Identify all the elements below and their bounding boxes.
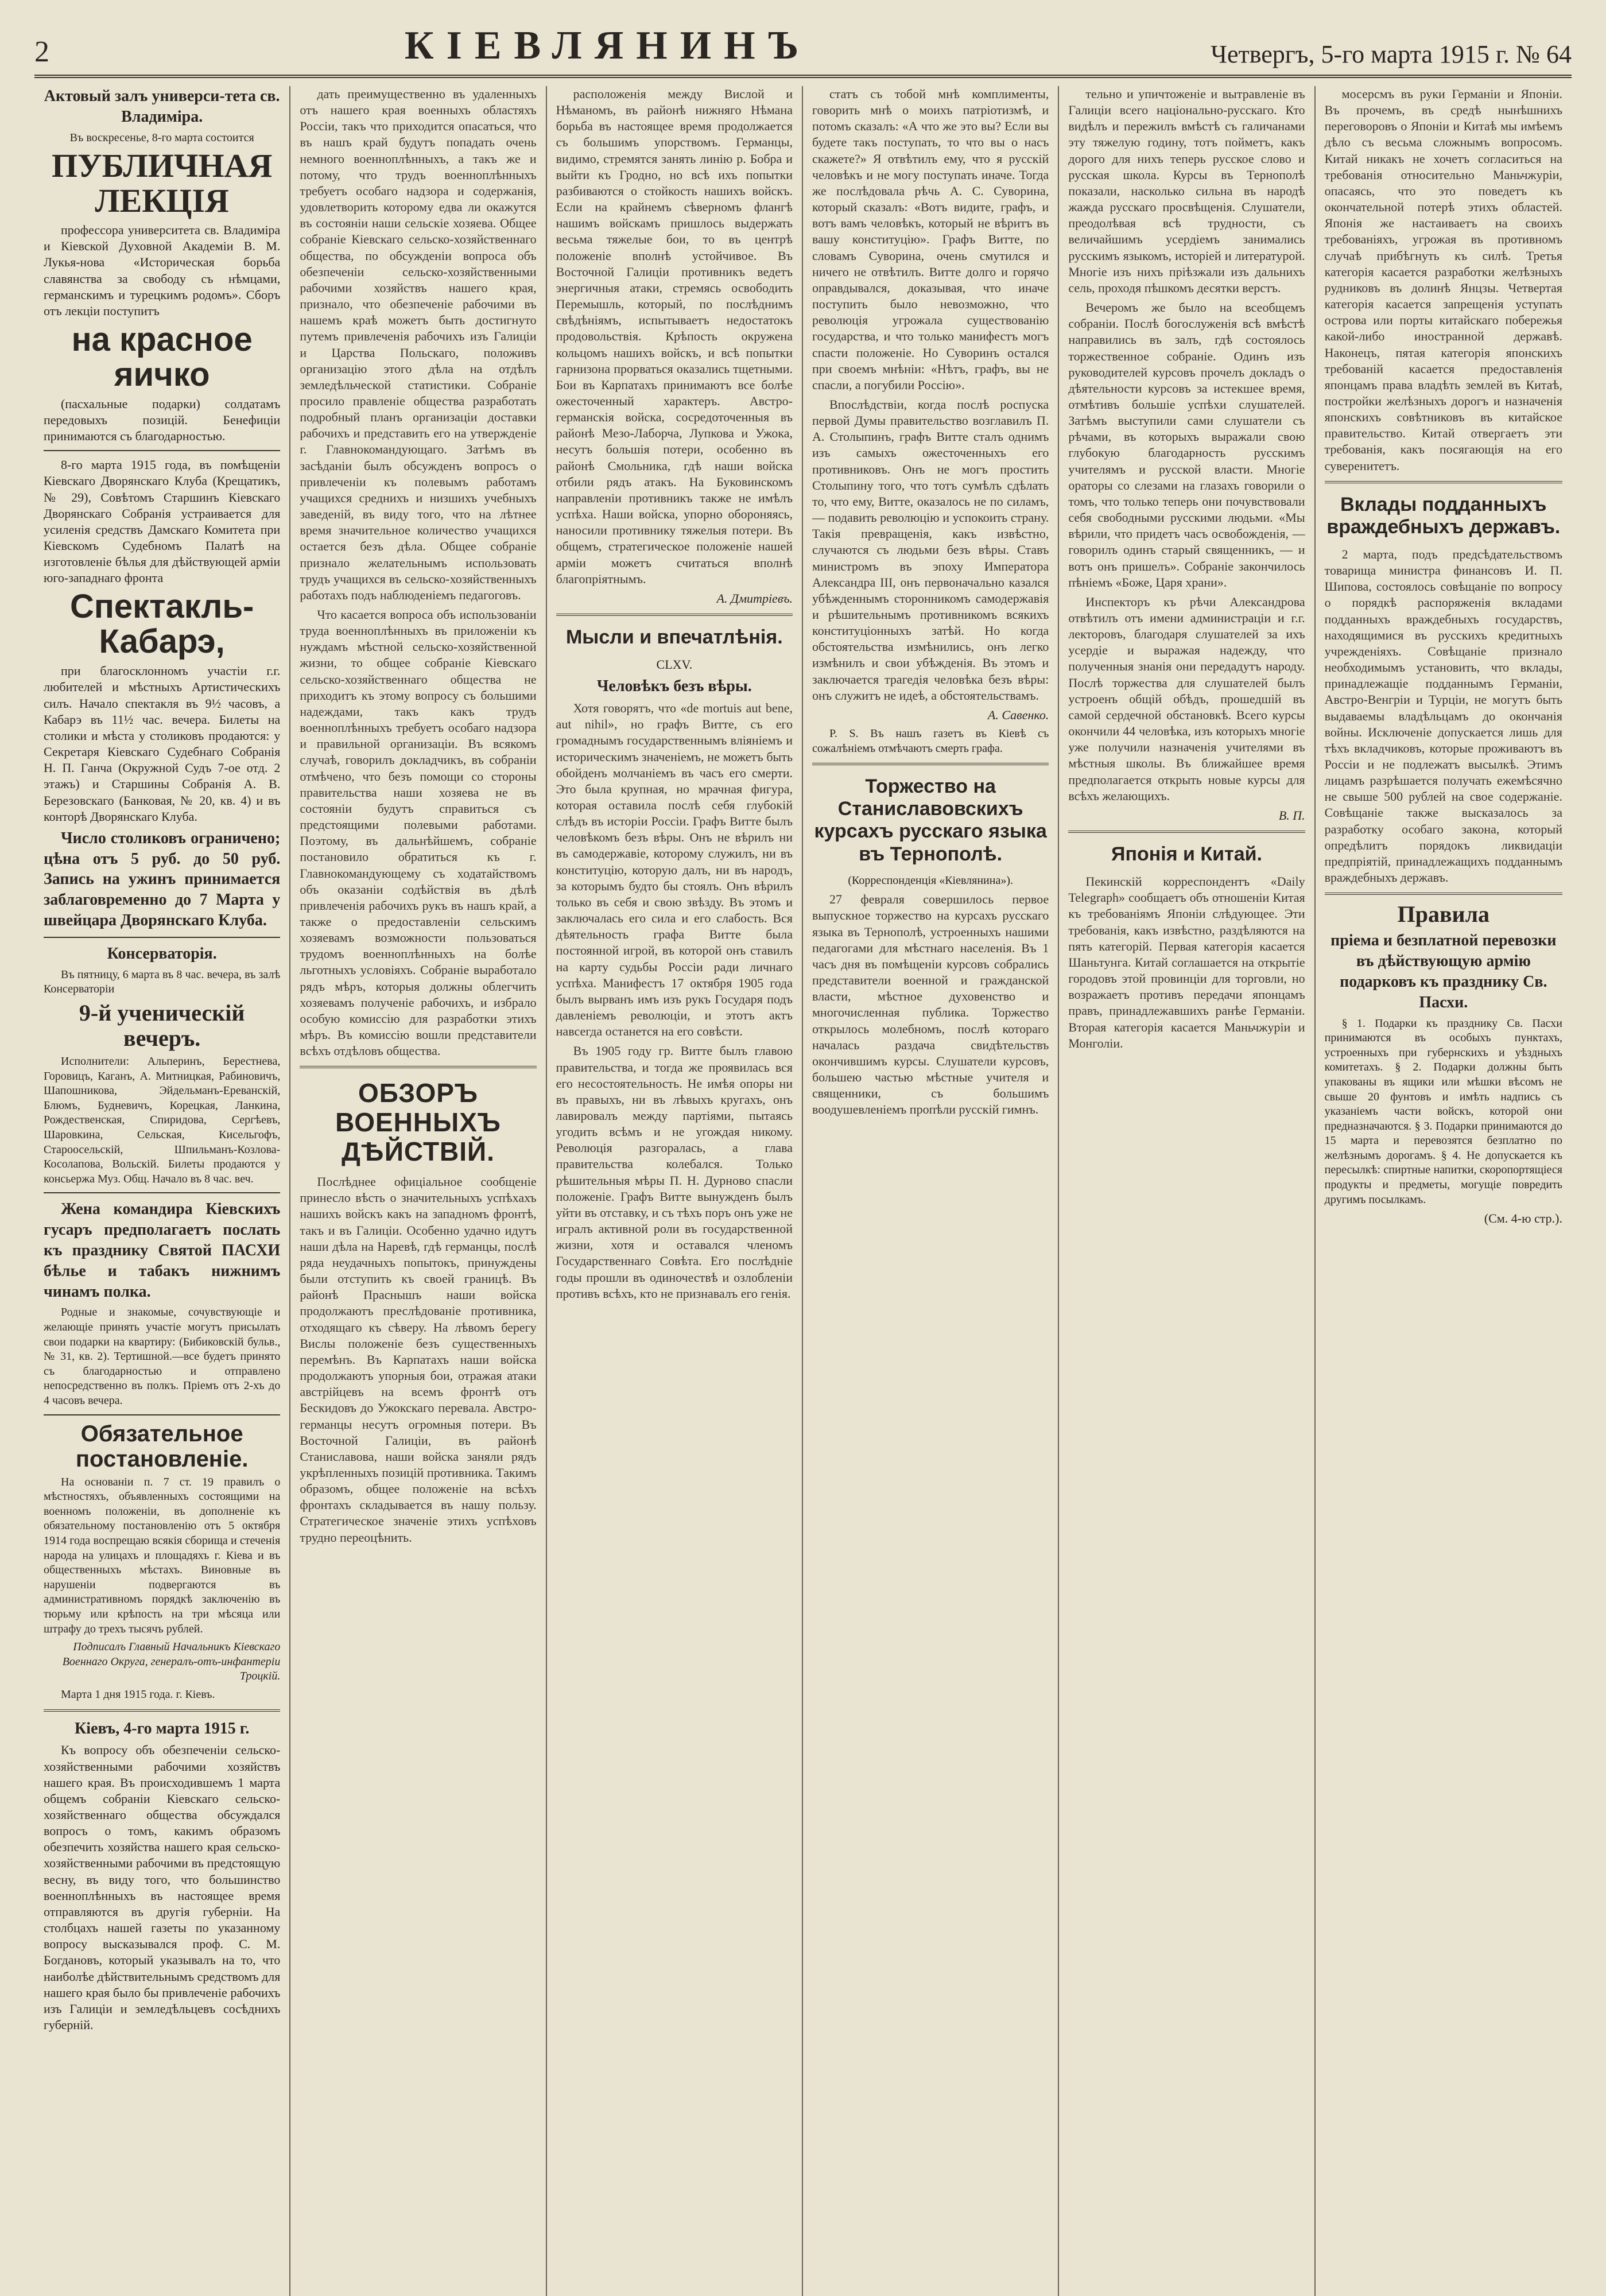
conservatory-heading: Консерваторія. <box>107 944 217 963</box>
article-text: дать преимущественно въ удаленныхъ отъ нашего края военныхъ областяхъ Россіи, такъ что приходится опасаться, что въ нашъ край будутъ попадать очень немного военноплѣнныхъ, а такъ же и потому, что трудъ военноплѣнныхъ требуетъ особаго надзора и содержанія, удовлетворить которому едва ли окажутся въ состояніи наши сельскіе хозяева. Общее собраніе Кіевскаго сельско-хозяйственнаго общества, по обсужденіи вопроса объ обезпеченіи сельско-хозяйственными рабочими хозяйствъ нашего края, признало, что обезпеченіе рабочими въ нашемъ краѣ можетъ быть достигнуто путемъ привлеченія рабочихъ изъ Галиціи и Царства Польскаго, положивъ организацію этого дѣла на отдѣлъ земледѣльческой статистики. Собраніе просило правленіе общества разработать подробный планъ организаціи доставки рабочихъ и представить его на утвержденіе г. Главнокомандующаго. Затѣмъ въ засѣданіи былъ обсужденъ вопросъ о привлеченіи къ полевымъ работамъ учащихся среднихъ и низшихъ учебныхъ заведеній, въ виду того, что на лѣтнее время значительное количество учащихся остается безъ дѣла. Общее собраніе признало желательнымъ использовать трудъ учащихся въ сельско-хозяйственныхъ работахъ подъ наблюденіемъ педагоговъ. <box>300 87 537 602</box>
decree-signature: Подписалъ Главный Начальникъ Кіевскаго Военнаго Округа, генералъ-отъ-инфантеріи Троцкій. <box>62 1640 281 1683</box>
divider <box>556 614 793 616</box>
rules-subheading: пріема и безплатной перевозки въ дѣйствующую армію подарковъ къ празднику Св. Пасхи. <box>1330 932 1557 1011</box>
hussars-heading: Жена командира Кіевскихъ гусаръ предполагаетъ послать къ празднику Святой ПАСХИ бѣлье и табакъ нижнимъ чинамъ полка. <box>44 1200 281 1301</box>
ternopol-title: Торжество на Станиславовскихъ курсахъ русскаго языка въ Тернополѣ. <box>814 775 1047 865</box>
article-text: Впослѣдствіи, когда послѣ роспуска первой Думы правительство возглавилъ П. А. Столыпинъ, графъ Витте сталъ однимъ изъ самыхъ ожесточенныхъ его противниковъ. Онъ не могъ простить Столыпину того, что тотъ сумѣлъ сдѣлать то, что ему, Витте, оказалось не по силамъ, — подавить революцію и успокоить страну. Такія превращенія, какъ извѣстно, случаются съ людьми безъ вѣры. Ставъ министромъ въ эпоху Императора Александра III, онъ первоначально казался убѣжденнымъ сторонникомъ самодержавія и рѣшительнымъ противникомъ всякихъ конституціонныхъ затѣй. Но когда обстоятельства измѣнились, онъ легко измѣнилъ и свои убѣжденія. Въ этомъ и заключается трагедія человѣка безъ вѣры: онъ служитъ не идеѣ, а обстоятельствамъ. <box>812 397 1049 703</box>
cabaret-text: при благосклонномъ участіи г.г. любителей и мѣстныхъ Артистическихъ силъ. Начало спектакля въ 9½ часовъ, а Кабарэ въ 11½ час. вечера. Билеты на столики и мѣста у столиковъ продаются: у Секретаря Кіевскаго Судебнаго Собранія Н. П. Ганча (Окружной Судъ 7-ое отд. 2 этажъ) и Старшины Собранія А. В. Березовскаго (Банковая, № 20, кв. 4) и въ конторѣ Дворянскаго Клуба. <box>44 664 281 824</box>
thoughts-title: Мысли и впечатлѣнія. <box>565 626 783 648</box>
lecture-text: профессора университета св. Владиміра и Кіевской Духовной Академіи В. М. Лукья-нова «Историческая борьба славянства за свободу съ нѣмцами, германскимъ и турецкимъ родомъ». Сборъ отъ лекціи поступитъ <box>44 223 281 318</box>
divider <box>1325 893 1562 895</box>
divider <box>1068 831 1305 833</box>
japan-china-heading <box>1068 843 1305 866</box>
thoughts-number: CLXV. <box>656 657 693 672</box>
ternopol-heading <box>812 775 1049 865</box>
concert-text: 8-го марта 1915 года, въ помѣщеніи Кіевскаго Дворянскаго Клуба (Крещатикъ, № 29), Совѣтомъ Старшинъ Кіевскаго Дворянскаго Собранія устраивается для усиленія средствъ Дамскаго Комитета при Кіевскомъ Судебномъ Палатѣ на изготовленіе бѣлья для дѣйствующей арміи юго-западнаго фронта <box>44 457 281 585</box>
war-review-heading <box>300 1079 536 1166</box>
article-text: Послѣднее офиціальное сообщеніе принесло вѣсть о значительныхъ успѣхахъ нашихъ войскъ какъ на западномъ фронтѣ, такъ и въ Галиціи. Особенно удачно идутъ наши дѣла на Наревѣ, гдѣ германцы, послѣ ряда неудачныхъ попытокъ, принуждены были отступить къ своей границѣ. Въ районѣ Праснышъ наши войска продолжаютъ преслѣдованіе противника, отходящаго къ сѣверу. На лѣвомъ берегу Вислы положеніе безъ существенныхъ перемѣнъ. Въ Карпатахъ наши войска продолжаютъ упорныя бои, отражая атаки австрійцевъ на всемъ фронтѣ отъ Бескидовъ до Ужокскаго перевала. Австро-германцы несутъ огромныя потери. Въ Восточной Галиціи, въ районѣ Станиславова, наши войска заняли рядъ укрѣпленныхъ позицій противника. Такимъ образомъ, общее положеніе на всѣхъ фронтахъ складывается въ нашу пользу. Стратегическое значеніе этихъ успѣховъ трудно переоцѣнить. <box>300 1174 537 1545</box>
divider <box>44 937 280 938</box>
article-text: Вечеромъ же было на всеобщемъ собраніи. Послѣ богослуженія всѣ вмѣстѣ направились въ залъ, гдѣ состоялось торжественное собраніе. Одинъ изъ руководителей курсовъ прочелъ докладъ о дѣятельности курсовъ за истекшее время, отмѣтивъ большіе успѣхи слушателей. Затѣмъ выступили сами слушатели съ рѣчами, въ которыхъ выражали свою глубокую благодарность русскимъ учителямъ и русской власти. Многіе ораторы со слезами на глазахъ говорили о томъ, что только теперь они почувствовали себя свободными русскими людьми. «Мы вѣрили, что придетъ часъ освобожденія, — говорилъ одинъ старый священникъ, — и вотъ онъ пришелъ». Собраніе закончилось пѣніемъ «Боже, Царя храни». <box>1068 300 1305 589</box>
article-signature: А. Дмитріевъ. <box>716 591 793 606</box>
postscript: P. S. Въ нашъ газетъ въ Кіевѣ съ сожалѣніемъ отмѣчаютъ смерть графа. <box>812 727 1049 755</box>
decree-text: На основаніи п. 7 ст. 19 правилъ о мѣстностяхъ, объявленныхъ состоящими на военномъ положеніи, въ дополненіе къ обязательному постановленію отъ 5 октября 1914 года воспрещаю всякія сборища и стеченія народа на улицахъ и площадяхъ г. Кіева и въ общественныхъ мѣстахъ. Виновные въ нарушеніи подвергаются въ административномъ порядкѣ заключенію въ тюрьму или крѣпость на три мѣсяца или штрафу до трехъ тысячъ рублей. <box>44 1475 281 1635</box>
article-text: расположенія между Вислой и Нѣманомъ, въ районѣ нижняго Нѣмана борьба въ настоящее время продолжается съ большимъ упорствомъ. Германцы, видимо, стремятся занять линію р. Бобра и выйти къ Гродно, но всѣ ихъ попытки разбиваются о стойкость нашихъ войскъ. Если на крайнемъ сѣверномъ флангѣ нашимъ войскамъ пришлось выдержать весьма тяжелые бои, то въ центрѣ положеніе вполнѣ устойчивое. Въ Восточной Галиціи противникъ ведетъ энергичныя атаки, стремясь освободить Перемышль, который, по послѣднимъ свѣдѣніямъ, испытываетъ недостатокъ продовольствія. Крѣпость окружена кольцомъ нашихъ войскъ, и всѣ попытки гарнизона прорваться оказались тщетными. Бои въ Карпатахъ принимаютъ все болѣе ожесточенный характеръ. Австро-германскія войска, сосредоточенныя въ районѣ Мезо-Лаборча, Лупкова и Ужока, несутъ большія потери, особенно въ районѣ Смольника, гдѣ наши войска отбили рядъ атакъ. На Буковинскомъ направленіи противникъ также не имѣлъ успѣха. Наши войска, упорно обороняясь, наносили противнику тяжелыя потери. Въ общемъ, стратегическое положеніе нашей арміи можетъ считаться вполнѣ благопріятнымъ. <box>556 87 793 586</box>
decree-date: Марта 1 дня 1915 года. г. Кіевъ. <box>61 1688 215 1701</box>
divider <box>44 1192 280 1193</box>
lecture-heading: ПУБЛИЧНАЯ ЛЕКЦІЯ <box>51 147 273 220</box>
column-2 <box>290 86 546 2296</box>
columns <box>34 86 1572 2296</box>
evening-text: Исполнители: Альперинъ, Берестнева, Горовицъ, Каганъ, А. Митницкая, Рабиновичъ, Шапошникова, Эйдельманъ-Ереванскій, Блюмъ, Будневичъ, Корецкая, Ланкина, Рождественская, Спиридова, Сергѣевъ, Шаровкина, Сельская, Кисельгофъ, Староосельскій, Шпильманъ-Козлова-Косолапова, Вольскій. Билеты продаются у консьержа Муз. Общ. Начало въ 8 час. веч. <box>44 1054 281 1185</box>
divider <box>44 450 280 451</box>
rules-heading: Правила <box>1397 901 1490 928</box>
egg-text: (пасхальные подарки) солдатамъ передовыхъ позицій. Бенефиціи принимаются съ благодарностью. <box>44 396 281 444</box>
thoughts-subtitle: Человѣкъ безъ вѣры. <box>596 677 752 696</box>
conservatory-text: Въ пятницу, 6 марта въ 8 час. вечера, въ залѣ Консерваторіи <box>44 968 281 996</box>
article-text: Хотя говорятъ, что «de mortuis aut bene, aut nihil», но графъ Витте, съ его громаднымъ государственнымъ вліяніемъ и историческимъ значеніемъ, не можетъ быть обойденъ молчаніемъ въ часъ его смерти. Это была крупная, но мрачная фигура, которая оставила послѣ себя глубокій слѣдъ въ исторіи Россіи. Графъ Витте былъ человѣкомъ безъ вѣры. Онъ не вѣрилъ ни въ самодержавіе, которому служилъ, ни въ конституцію, которую далъ, ни въ народъ, за которымъ будто бы стоялъ. Онъ вѣрилъ только въ себя и свою звѣзду. Въ этомъ и заключалась его сила и его слабость. Вся дѣятельность графа Витте была постоянной игрой, въ которой онъ ставилъ на карту судьбы Россіи ради личнаго успѣха. Манифестъ 17 октября 1905 года былъ вырванъ имъ изъ рукъ Государя подъ давленіемъ революціи, и этотъ актъ навсегда останется на его совѣсти. <box>556 701 793 1039</box>
newspaper-title: КІЕВЛЯНИНЪ <box>404 24 812 68</box>
deposits-title: Вклады подданныхъ враждебныхъ державъ. <box>1326 493 1561 538</box>
war-review-title: ОБЗОРЪ ВОЕННЫХЪ ДѢЙСТВІЙ. <box>335 1078 501 1166</box>
article-text: Пекинскій корреспондентъ «Daily Telegraph» сообщаетъ объ отношеніи Китая къ требованіямъ Японіи слѣдующее. Эти требованія, какъ извѣстно, раздѣляются на пять категорій. Первая категорія касается Шаньтунга. Китай соглашается на открытіе городовъ этой провинціи для торговли, но возражаетъ противъ передачи японцамъ правъ, принадлежавшихъ ранѣе Германіи. Вторая категорія касается Маньчжуріи и Монголіи. <box>1068 874 1305 1050</box>
column-4 <box>803 86 1059 2296</box>
evening-heading: 9-й ученическій вечеръ. <box>79 999 245 1051</box>
cabaret-heading: Спектакль-Кабарэ, <box>69 588 254 661</box>
correspondence-note: (Корреспонденція «Кіевлянина»). <box>848 874 1013 887</box>
hussars-text: Родные и знакомые, сочувствующіе и желающіе принять участіе могутъ присылать свои подарки на квартиру: (Бибиковскій бульв., № 31, кв. 2). Тертишной.—все будетъ принято съ благодарностью и отправлено непосредственно въ полкъ. Пріемъ отъ 2-хъ до 4 часовъ вечера. <box>44 1306 281 1407</box>
egg-heading: на красное яичко <box>71 320 253 393</box>
article-text: 27 февраля совершилось первое выпускное торжество на курсахъ русскаго языка въ Тернополѣ, устроенныхъ нашими педагогами для мѣстнаго населенія. Въ 1 часъ дня въ помѣщеніи курсовъ собрались представители военной и гражданской власти, мѣстное духовенство и многочисленная публика. Торжество открылось молебномъ, послѣ котораго началась раздача свидѣтельствъ окончившимъ курсы. Слушатели курсовъ, большею частью мѣстные учителя и священники, съ большимъ воодушевленіемъ пропѣли русскій гимнъ. <box>812 892 1049 1117</box>
masthead <box>34 23 1572 78</box>
article-text: Къ вопросу объ обезпеченіи сельско-хозяйственными рабочими хозяйствъ нашего края. Въ происходившемъ 1 марта общемъ собраніи Кіевскаго сельско-хозяйственнаго общества обсуждался вопросъ о томъ, какимъ образомъ обезпечить хозяйства нашего края сельско-хозяйственными рабочими въ предстоящую весну, въ виду того, что большинство военноплѣнныхъ въ настоящее время отправляются въ другія губерніи. На столбцахъ нашей газеты по указанному вопросу высказывался проф. С. М. Богдановъ, который указывалъ на то, что наиболѣе дѣйствительнымъ средствомъ для нашего края было бы привлеченіе рабочихъ изъ Галиціи и земледѣльцевъ сосѣднихъ губерній. <box>44 1743 281 2032</box>
thoughts-heading <box>556 626 793 649</box>
article-text: тельно и упичтоженіе и вытравленіе въ Галиціи всего національно-русскаго. Кто видѣлъ и пережилъ вмѣстѣ съ галичанами эту тяжелую годину, тотъ пойметъ, какъ дорого для нихъ теперь русское слово и русская школа. Курсы въ Тернополѣ показали, насколько сильна въ народѣ жажда русскаго просвѣщенія. Слушатели, преодолѣвая всѣ трудности, съ величайшимъ усердіемъ занимались русскимъ языкомъ, исторіей и литературой. Многіе изъ нихъ пріѣзжали изъ дальнихъ сель, проходя пѣшкомъ десятки верстъ. <box>1068 87 1305 295</box>
issue-date: Четвергъ, 5-го марта 1915 г. № 64 <box>1211 40 1572 68</box>
japan-china-title: Японія и Китай. <box>1111 843 1262 866</box>
hall-subheading: Въ воскресенье, 8-го марта состоится <box>69 131 254 144</box>
article-text: Что касается вопроса объ использованіи труда военноплѣнныхъ въ приложеніи къ нуждамъ мѣстной сельско-хозяйственной жизни, то общее собраніе Кіевскаго сельско-хозяйственнаго общества не приходитъ къ этому вопросу съ большими надеждами, такъ какъ трудъ военноплѣнныхъ требуетъ особаго надзора и правильной организаціи. Въ всякомъ случаѣ, говорилъ докладчикъ, въ собраніи отмѣчено, что безъ помощи со стороны правительства наши хозяева не въ состояніи будутъ справиться съ предстоящими полевыми работами. Поэтому, въ дальнѣйшемъ, собраніе постановило обратиться къ г. Главнокомандующему съ ходатайствомъ объ оказаніи содѣйствія въ дѣлѣ привлеченія рабочихъ рукъ въ нашъ край, а также о предоставленіи сельскимъ хозяевамъ возможности пользоваться трудомъ военноплѣнныхъ на болѣе льготныхъ условіяхъ. Собраніе выработало рядъ мѣръ, которыя должны облегчить хозяевамъ полученіе рабочихъ, и избрало особую комиссію для разработки этихъ мѣръ. Въ комиссію вошли представители всѣхъ отдѣловъ общества. <box>300 607 537 1058</box>
article-signature: В. П. <box>1278 808 1305 823</box>
column-3 <box>547 86 803 2296</box>
article-text: Въ 1905 году гр. Витте былъ главою правительства, и тогда же проявилась вся его несостоятельность. Не имѣя опоры ни въ правыхъ, ни въ лѣвыхъ кругахъ, онъ лавировалъ между партіями, пытаясь угодить всѣмъ и не угождая никому. Революція разгоралась, а глава правительства колебался. Только рѣшительныя мѣры П. Н. Дурново спасли положеніе. Графъ Витте вынужденъ былъ уйти въ отставку, и съ тѣхъ поръ онъ уже не игралъ активной роли въ государственной жизни, хотя и оставался членомъ Государственнаго Совѣта. Его послѣдніе годы прошли въ одиночествѣ и озлобленіи противъ всѣхъ, кто не признавалъ его генія. <box>556 1044 793 1301</box>
article-text: мосерсмъ въ руки Германіи и Японіи. Въ прочемъ, въ средѣ нынѣшнихъ переговоровъ о Японіи и Китаѣ мы имѣемъ дѣло съ весьма сложнымъ вопросомъ. Китай никакъ не хочетъ согласиться на требованія относительно Маньчжуріи, опасаясь, что это поведетъ къ окончательной потерѣ этихъ областей. Японія же настаиваетъ на своихъ требованіяхъ, угрожая въ противномъ случаѣ прибѣгнуть къ силѣ. Третья категорія касается разработки желѣзныхъ рудниковъ въ долинѣ Янцзы. Четвертая категорія касается запрещенія уступать острова или порты китайскаго побережья какой-либо иностранной державѣ. Наконецъ, пятая категорія японскихъ требованій касается предоставленія японцамъ права владѣть землей въ Китаѣ, постройки желѣзныхъ дорогъ и назначенія японскихъ совѣтниковъ въ китайское правительство. Китай отвергаетъ эти требованія, какъ посягающія на его суверенитетъ. <box>1324 87 1562 473</box>
rules-text: § 1. Подарки къ празднику Св. Пасхи принимаются въ особыхъ пунктахъ, устроенныхъ при губернскихъ и уѣздныхъ комитетахъ. § 2. Подарки должны быть упакованы въ ящики или мѣшки вѣсомъ не свыше 20 фунтовъ и имѣть надпись съ указаніемъ части войскъ, которой они предназначаются. § 3. Подарки принимаются до 15 марта и перевозятся безплатно по желѣзнымъ дорогамъ. § 4. Не допускается къ пересылкѣ: спиртные напитки, скоропортящіеся продукты и предметы, могущіе повредить другимъ посылкамъ. <box>1324 1017 1562 1206</box>
divider <box>1325 481 1562 483</box>
column-6 <box>1316 86 1572 2296</box>
tables-note: Число столиковъ ограничено; цѣна отъ 5 руб. до 50 руб. Запись на ужинъ принимается заблаговременно до 7 Марта у швейцара Дворянскаго Клуба. <box>44 829 281 930</box>
divider <box>44 1414 280 1415</box>
hall-heading: Актовый залъ универси-тета св. Владиміра. <box>44 87 280 126</box>
deposits-heading <box>1325 494 1562 538</box>
divider <box>300 1066 536 1068</box>
decree-heading: Обязательное постановленіе. <box>75 1421 249 1472</box>
divider <box>44 1709 280 1712</box>
column-1 <box>34 86 290 2296</box>
continued-note: (См. 4-ю стр.). <box>1484 1211 1562 1226</box>
kiev-date: Кіевъ, 4-го марта 1915 г. <box>74 1719 250 1737</box>
article-signature: А. Савенко. <box>987 707 1049 722</box>
page-number: 2 <box>34 36 49 68</box>
divider <box>812 763 1049 765</box>
article-text: статъ съ тобой мнѣ комплименты, говорить мнѣ о моихъ патріотизмѣ, и потомъ сказалъ: «А что же это вы? Если вы будете такъ поступать, то что вы о насъ скажете?» Я отвѣтилъ ему, что я русскій человѣкъ и не могу поступать иначе. Тогда же послѣдовала рѣчь А. С. Суворина, который сказалъ: «Вотъ видите, графъ, и вотъ вамъ человѣкъ, который не вѣритъ въ вашу конституцію». Графъ Витте, по словамъ Суворина, очень смутился и ничего не отвѣтилъ. Витте долго и горячо оправдывался, доказывая, что иначе поступить было невозможно, что революція угрожала существованію государства, и что только манифестъ могъ спасти положеніе. Но Суворинъ остался при своемъ мнѣніи: «Нѣтъ, графъ, вы не спасли, а погубили Россію». <box>812 87 1049 392</box>
article-text: 2 марта, подъ предсѣдательствомъ товарища министра финансовъ И. П. Шипова, состоялось совѣщаніе по вопросу о порядкѣ распоряженія вкладами подданныхъ враждебныхъ государствъ, находящимися въ русскихъ кредитныхъ учрежденіяхъ. Совѣщаніе признало необходимымъ установить, что вклады, принадлежащіе подданнымъ Германіи, Австро-Венгріи и Турціи, не могутъ быть выдаваемы владѣльцамъ до окончанія войны. Исключеніе допускается лишь для тѣхъ вкладчиковъ, которые проживаютъ въ Россіи и не подлежатъ высылкѣ. Этимъ лицамъ разрѣшается получать ежемѣсячно не свыше 500 рублей на свое содержаніе. Совѣщаніе также высказалось за разработку особаго закона, который опредѣлитъ порядокъ ликвидаціи предпріятій, принадлежащихъ подданнымъ враждебныхъ державъ. <box>1324 546 1562 885</box>
article-text: Инспекторъ къ рѣчи Александрова отвѣтилъ отъ имени администраціи и г.г. лекторовъ, благодаря слушателей за ихъ усердіе и выражая надежду, что полученныя знанія они передадутъ народу. Послѣ торжества для слушателей былъ устроенъ общій обѣдъ, прошедшій въ самой сердечной обстановкѣ. Всего курсы окончили 44 человѣка, изъ которыхъ многіе уже получили назначенія учителями въ мѣстныя школы. Въ ближайшее время предполагается открыть новые курсы для всѣхъ желающихъ. <box>1068 594 1305 803</box>
column-5 <box>1059 86 1315 2296</box>
